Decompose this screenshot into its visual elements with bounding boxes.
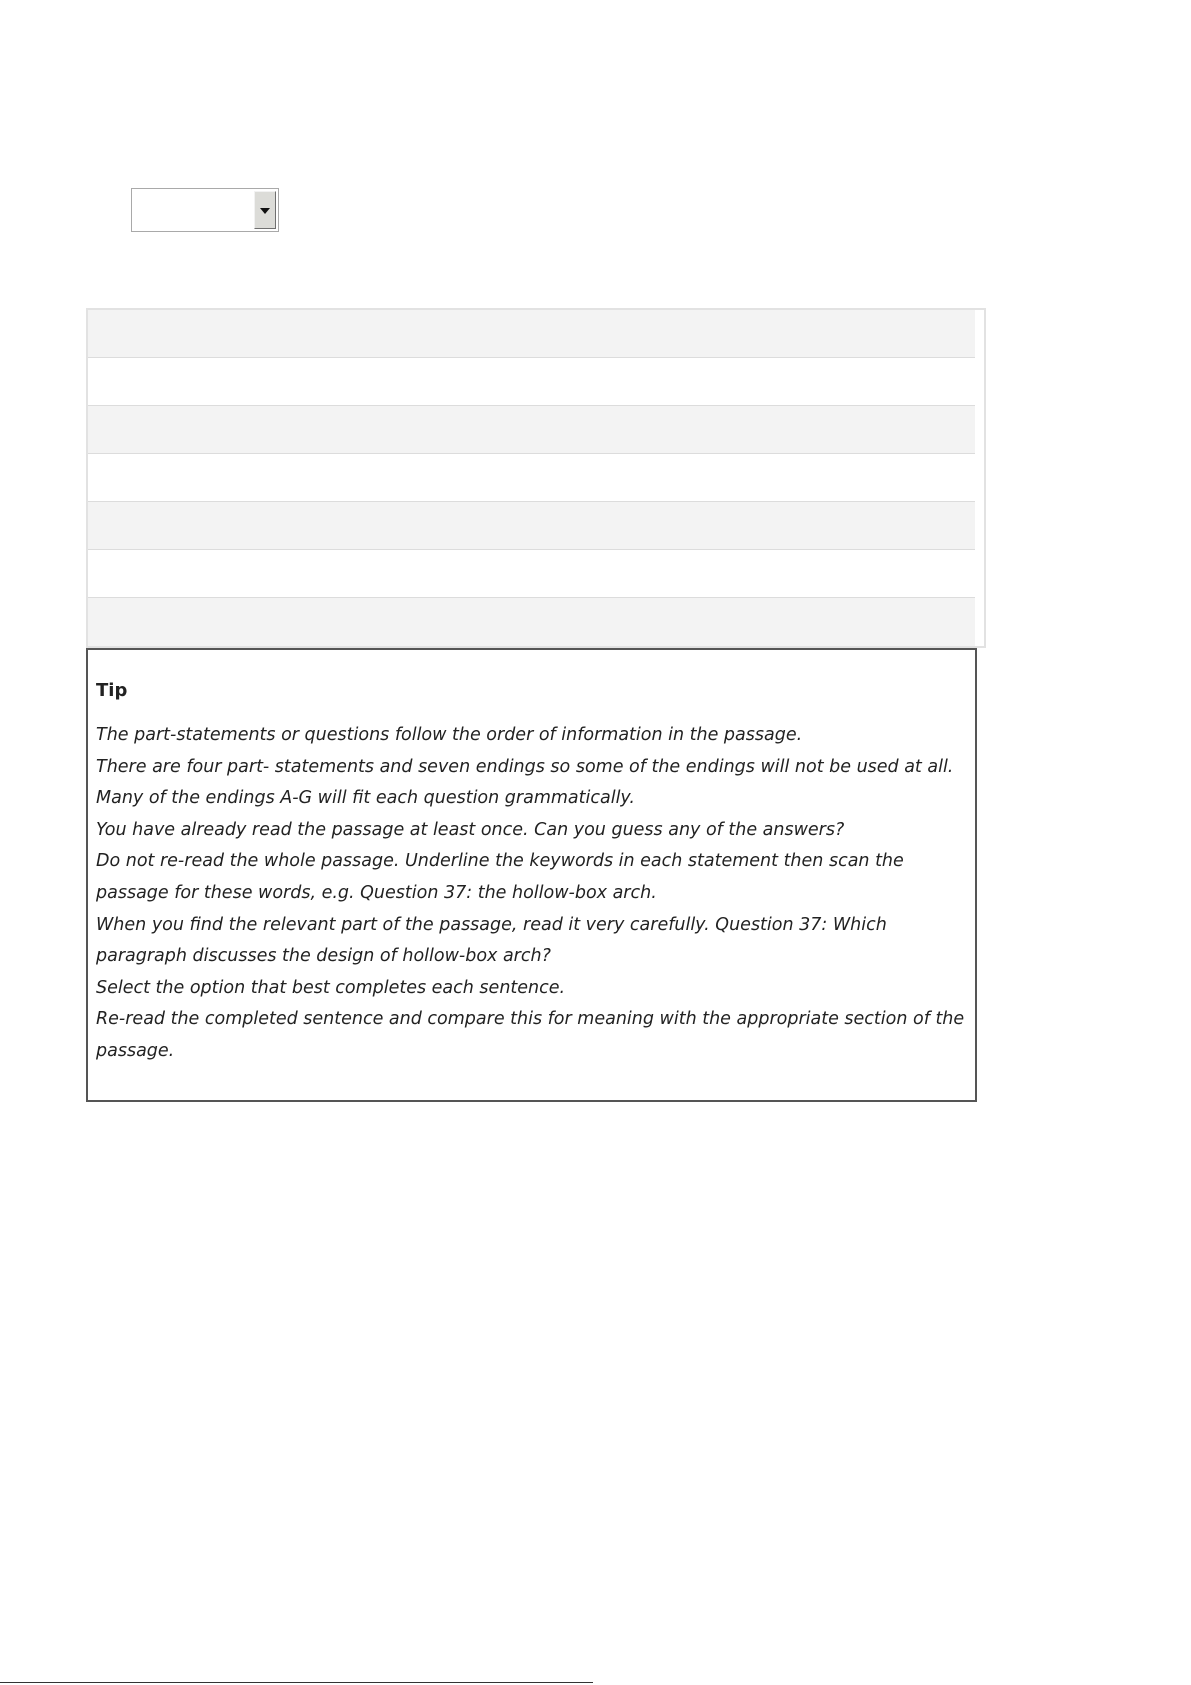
tip-line: You have already read the passage at least once. Can you guess any of the answers? <box>96 819 845 840</box>
tip-line: Re-read the completed sentence and compare this for meaning with the appropriate section of the passage. <box>96 1009 965 1061</box>
answer-dropdown[interactable] <box>131 188 279 232</box>
table-row <box>88 358 975 406</box>
tip-line: There are four part- statements and seven endings so some of the endings will not be used at all. <box>96 756 954 777</box>
tip-line: Select the option that best completes each sentence. <box>96 977 566 998</box>
tip-title: Tip <box>96 680 128 701</box>
tip-line: Do not re-read the whole passage. Underline the keywords in each statement then scan the passage for these words, e.g. Question 37: the hollow-box arch. <box>96 851 904 903</box>
chevron-down-icon[interactable] <box>254 191 276 229</box>
table-row <box>88 598 975 646</box>
table-row <box>88 310 975 358</box>
table-row <box>88 406 975 454</box>
tip-line: When you find the relevant part of the passage, read it very carefully. Question 37: Which paragraph discusses the design of hollow-box arch? <box>96 914 887 967</box>
table-row <box>88 502 975 550</box>
table-row <box>88 550 975 598</box>
table-row <box>88 454 975 502</box>
footnote-divider <box>0 1682 593 1683</box>
answer-table <box>86 308 986 648</box>
tip-box <box>86 648 977 1102</box>
tip-line: The part-statements or questions follow the order of information in the passage. <box>96 725 803 745</box>
tip-line: Many of the endings A-G will fit each question grammatically. <box>96 788 635 809</box>
